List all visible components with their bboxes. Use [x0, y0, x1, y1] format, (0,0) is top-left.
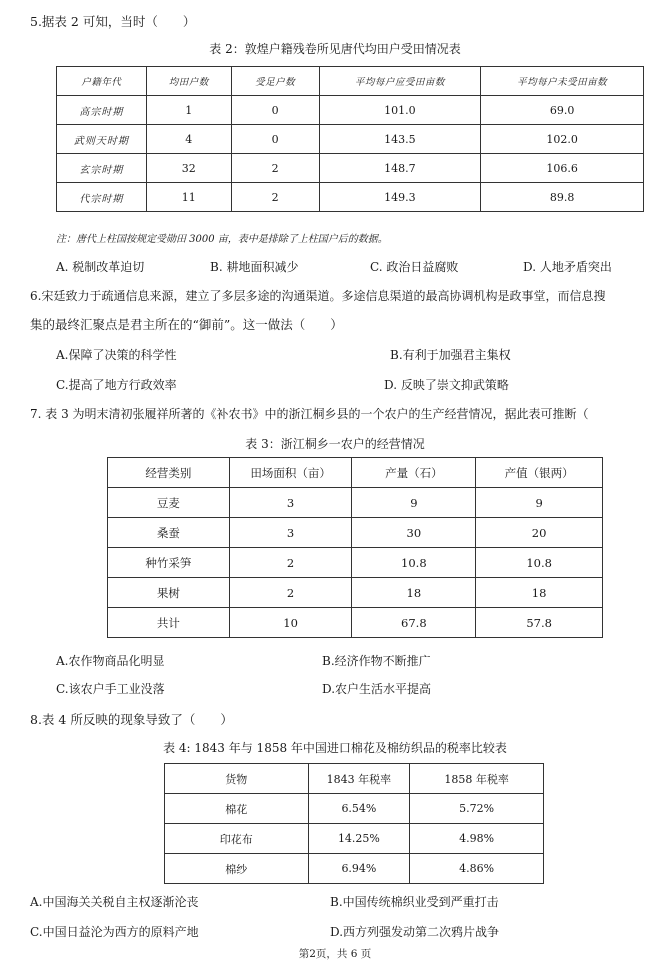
table2-cell: 1 [146, 96, 231, 125]
table3-cell: 18 [352, 578, 476, 608]
q7-option-c[interactable]: C.该农户手工业没落 [56, 682, 165, 696]
table3-header-row [108, 458, 603, 488]
q8-option-c[interactable]: C.中国日益沦为西方的原料产地 [30, 925, 199, 939]
table-row [108, 608, 603, 638]
q7-option-a[interactable]: A.农作物商品化明显 [56, 654, 165, 668]
table3-cell: 桑蚕 [108, 518, 230, 548]
table3-cell: 3 [229, 488, 352, 518]
table3-cell: 9 [476, 488, 603, 518]
q7-option-d[interactable]: D.农户生活水平提高 [322, 682, 432, 696]
table3-cell: 18 [476, 578, 603, 608]
table-row [108, 578, 603, 608]
table2-cell: 玄宗时期 [57, 154, 147, 183]
table4-header-cell: 1843 年税率 [308, 764, 410, 794]
table-row [108, 518, 603, 548]
table3-header-cell: 产量（石） [352, 458, 476, 488]
table2-cell: 32 [146, 154, 231, 183]
table3-header-cell: 产值（银两） [476, 458, 603, 488]
table2-cell: 102.0 [481, 125, 644, 154]
table4-cell: 印花布 [165, 824, 309, 854]
table-row [108, 548, 603, 578]
table2-cell: 106.6 [481, 154, 644, 183]
q6-option-a[interactable]: A.保障了决策的科学性 [56, 348, 177, 362]
q6-option-b[interactable]: B.有利于加强君主集权 [390, 348, 511, 362]
table4-cell: 5.72% [410, 794, 544, 824]
table2-cell: 149.3 [319, 183, 481, 212]
table3-cell: 67.8 [352, 608, 476, 638]
table3-caption: 表 3：浙江桐乡一农户的经营情况 [245, 437, 425, 451]
table2 [56, 66, 644, 212]
q8-stem: 8.表 4 所反映的现象导致了（ ） [30, 712, 233, 727]
table2-cell: 代宗时期 [57, 183, 147, 212]
table3-cell: 10 [229, 608, 352, 638]
table2-header-cell: 户籍年代 [57, 67, 147, 96]
table3-cell: 30 [352, 518, 476, 548]
table2-cell: 89.8 [481, 183, 644, 212]
table-row [165, 824, 544, 854]
table3-cell: 2 [229, 548, 352, 578]
table4-cell: 14.25% [308, 824, 410, 854]
table4-cell: 6.54% [308, 794, 410, 824]
table-row [165, 854, 544, 884]
table-row [108, 488, 603, 518]
table2-header-cell: 平均每户未受田亩数 [481, 67, 644, 96]
q8-option-a[interactable]: A.中国海关关税自主权逐渐沦丧 [30, 895, 199, 909]
table3-cell: 豆麦 [108, 488, 230, 518]
table4-header-cell: 1858 年税率 [410, 764, 544, 794]
page-number: 第2页，共 6 页 [298, 948, 372, 960]
table2-cell: 武则天时期 [57, 125, 147, 154]
q6-stem-line2: 集的最终汇聚点是君主所在的“御前”。这一做法（ ） [30, 317, 343, 332]
table2-cell: 高宗时期 [57, 96, 147, 125]
table2-header-cell: 受足户数 [231, 67, 319, 96]
table2-caption: 表 2：敦煌户籍残卷所见唐代均田户受田情况表 [209, 42, 461, 56]
q8-option-b[interactable]: B.中国传统棉织业受到严重打击 [330, 895, 499, 909]
q7-option-b[interactable]: B.经济作物不断推广 [322, 654, 431, 668]
table3-cell: 果树 [108, 578, 230, 608]
table2-cell: 148.7 [319, 154, 481, 183]
table3-cell: 10.8 [476, 548, 603, 578]
table3-header-cell: 田场面积（亩） [229, 458, 352, 488]
q5-option-c[interactable]: C. 政治日益腐败 [370, 260, 459, 274]
table4-caption: 表 4: 1843 年与 1858 年中国进口棉花及棉纺织品的税率比较表 [163, 741, 507, 755]
table3-cell: 共计 [108, 608, 230, 638]
table2-cell: 2 [231, 183, 319, 212]
table-row [57, 125, 644, 154]
table2-note: 注：唐代上柱国按规定受勋田 3000 亩，表中是排除了上柱国户后的数据。 [56, 234, 388, 245]
table4-header-row [165, 764, 544, 794]
q7-stem: 7. 表 3 为明末清初张履祥所著的《补农书》中的浙江桐乡县的一个农户的生产经营情况，据此表可推断（ [30, 407, 589, 421]
table2-cell: 143.5 [319, 125, 481, 154]
table3-cell: 3 [229, 518, 352, 548]
table4-cell: 棉纱 [165, 854, 309, 884]
table3-cell: 57.8 [476, 608, 603, 638]
table2-header-row [57, 67, 644, 96]
table4-cell: 棉花 [165, 794, 309, 824]
table4 [164, 763, 544, 884]
q6-stem-line1: 6.宋廷致力于疏通信息来源，建立了多层多途的沟通渠道。多途信息渠道的最高协调机构是政事堂，而信息搜 [30, 289, 606, 303]
table2-cell: 11 [146, 183, 231, 212]
table2-cell: 4 [146, 125, 231, 154]
q5-stem: 5.据表 2 可知，当时（ ） [30, 14, 196, 29]
table4-cell: 4.86% [410, 854, 544, 884]
table2-header-cell: 平均每户应受田亩数 [319, 67, 481, 96]
table3-cell: 20 [476, 518, 603, 548]
q6-option-c[interactable]: C.提高了地方行政效率 [56, 378, 177, 392]
q6-option-d[interactable]: D. 反映了崇文抑武策略 [384, 378, 509, 392]
table2-cell: 0 [231, 96, 319, 125]
table4-cell: 6.94% [308, 854, 410, 884]
q5-option-d[interactable]: D. 人地矛盾突出 [523, 260, 612, 274]
table3-cell: 种竹采笋 [108, 548, 230, 578]
q5-option-a[interactable]: A. 税制改革迫切 [56, 260, 145, 274]
table4-cell: 4.98% [410, 824, 544, 854]
table-row [57, 96, 644, 125]
table4-header-cell: 货物 [165, 764, 309, 794]
table-row [57, 154, 644, 183]
q8-option-d[interactable]: D.西方列强发动第二次鸦片战争 [330, 925, 500, 939]
table-row [57, 183, 644, 212]
table-row [165, 794, 544, 824]
table3-cell: 10.8 [352, 548, 476, 578]
table2-cell: 0 [231, 125, 319, 154]
table3-header-cell: 经营类别 [108, 458, 230, 488]
q5-option-b[interactable]: B. 耕地面积减少 [210, 260, 299, 274]
table3-cell: 2 [229, 578, 352, 608]
table3-cell: 9 [352, 488, 476, 518]
table2-cell: 69.0 [481, 96, 644, 125]
table2-header-cell: 均田户数 [146, 67, 231, 96]
table2-cell: 101.0 [319, 96, 481, 125]
table3 [107, 457, 603, 638]
table2-cell: 2 [231, 154, 319, 183]
